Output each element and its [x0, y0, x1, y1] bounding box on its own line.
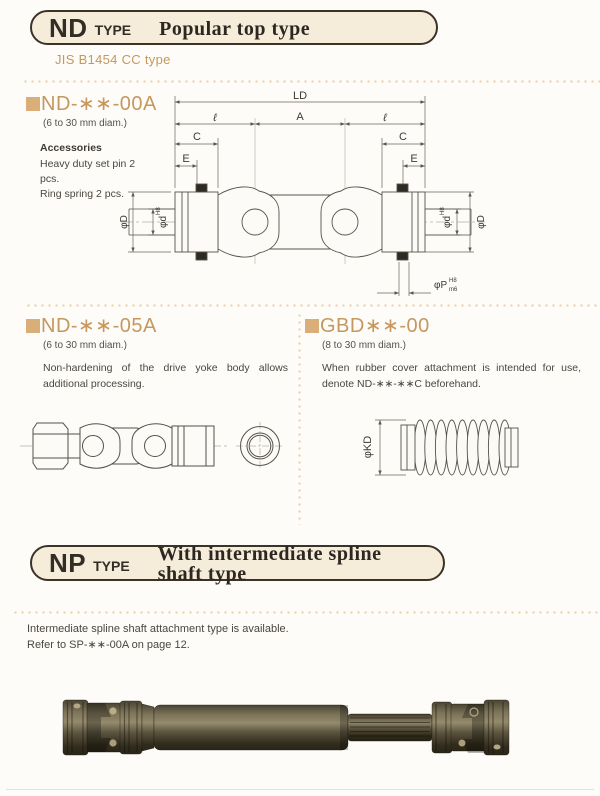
nd00a-model-code: ND-∗∗-00A — [41, 93, 157, 115]
nd00a-technical-drawing — [113, 88, 493, 304]
bellows-outline — [401, 420, 518, 475]
dim-label-l-left: ℓ — [213, 112, 217, 124]
dim-label-phid-left: φd — [158, 215, 169, 229]
dim-label-phid-right-tol: H8 — [440, 207, 446, 215]
double-universal-joint-outline — [129, 184, 471, 260]
dim-label-E-left: E — [182, 153, 190, 165]
np-note — [27, 622, 289, 654]
nd05a-title-row — [26, 313, 288, 338]
dim-label-phiP: φP — [434, 280, 448, 291]
nd00a-accessory-item: Heavy duty set pin 2 pcs. — [40, 158, 136, 186]
nd00a-accessory-item: Ring spring 2 pcs. — [40, 188, 125, 201]
nd05a-diameter-note: (6 to 30 mm diam.) — [43, 340, 127, 351]
square-bullet-icon — [305, 319, 319, 333]
page-edge-line — [6, 789, 594, 790]
square-bullet-icon — [26, 97, 40, 111]
np-note-line1: Intermediate spline shaft attachment type is available. — [27, 623, 289, 635]
square-bullet-icon — [26, 319, 40, 333]
dim-label-phid-right: φd — [442, 215, 453, 229]
nd-type-subtitle: Popular top type — [159, 17, 311, 40]
np-note-line2: Refer to SP-∗∗-00A on page 12. — [27, 638, 190, 651]
dim-label-phiP-sub: m6 — [449, 287, 458, 293]
dim-label-E-right: E — [410, 153, 418, 165]
gbd-title-row — [305, 313, 581, 338]
dim-label-A: A — [296, 111, 304, 123]
dotted-rule-np — [12, 611, 600, 614]
section-gbd — [305, 313, 581, 393]
np-type-code: NP — [49, 548, 87, 578]
dotted-rule-mid — [25, 304, 600, 307]
nd00a-diameter-note: (6 to 30 mm diam.) — [43, 118, 127, 129]
gbd-bellows-drawing — [350, 396, 535, 521]
np-type-subtitle: With intermediate spline shaft type — [157, 543, 382, 585]
dotted-rule-top — [22, 80, 600, 83]
dim-label-phiD-right: φD — [476, 215, 487, 229]
dotted-divider-vertical — [298, 312, 301, 525]
jis-standard-note: JIS B1454 CC type — [55, 52, 171, 67]
nd-type-word: TYPE — [94, 22, 132, 38]
dim-label-phid-left-tol: H8 — [156, 207, 162, 215]
nd05a-end-view — [236, 422, 284, 470]
nd00a-accessories-label: Accessories — [40, 142, 102, 154]
np-type-header — [30, 543, 445, 585]
dim-label-LD: LD — [292, 90, 308, 102]
nd05a-technical-drawing — [18, 398, 290, 502]
dim-label-phiP-sup: H8 — [449, 278, 457, 284]
nd-type-code: ND — [49, 12, 88, 43]
gbd-model-code: GBD∗∗-00 — [320, 315, 430, 337]
dim-label-l-right: ℓ — [383, 112, 387, 124]
dim-label-C-left: C — [193, 131, 201, 143]
np-product-photo — [30, 685, 575, 780]
nd05a-description: Non-hardening of the drive yoke body allows additional processing. — [43, 362, 288, 390]
section-nd05a — [26, 313, 288, 393]
gbd-description: When rubber cover attachment is intended for use, denote ND-∗∗-∗∗C beforehand. — [322, 362, 581, 390]
dim-label-phiKD: φKD — [362, 435, 374, 459]
nd-type-header — [30, 10, 438, 45]
dim-label-phiD-left: φD — [119, 215, 130, 229]
dim-label-C-right: C — [399, 131, 407, 143]
nd05a-model-code: ND-∗∗-05A — [41, 315, 157, 337]
gbd-diameter-note: (8 to 30 mm diam.) — [322, 340, 406, 351]
np-type-word: TYPE — [93, 557, 130, 574]
